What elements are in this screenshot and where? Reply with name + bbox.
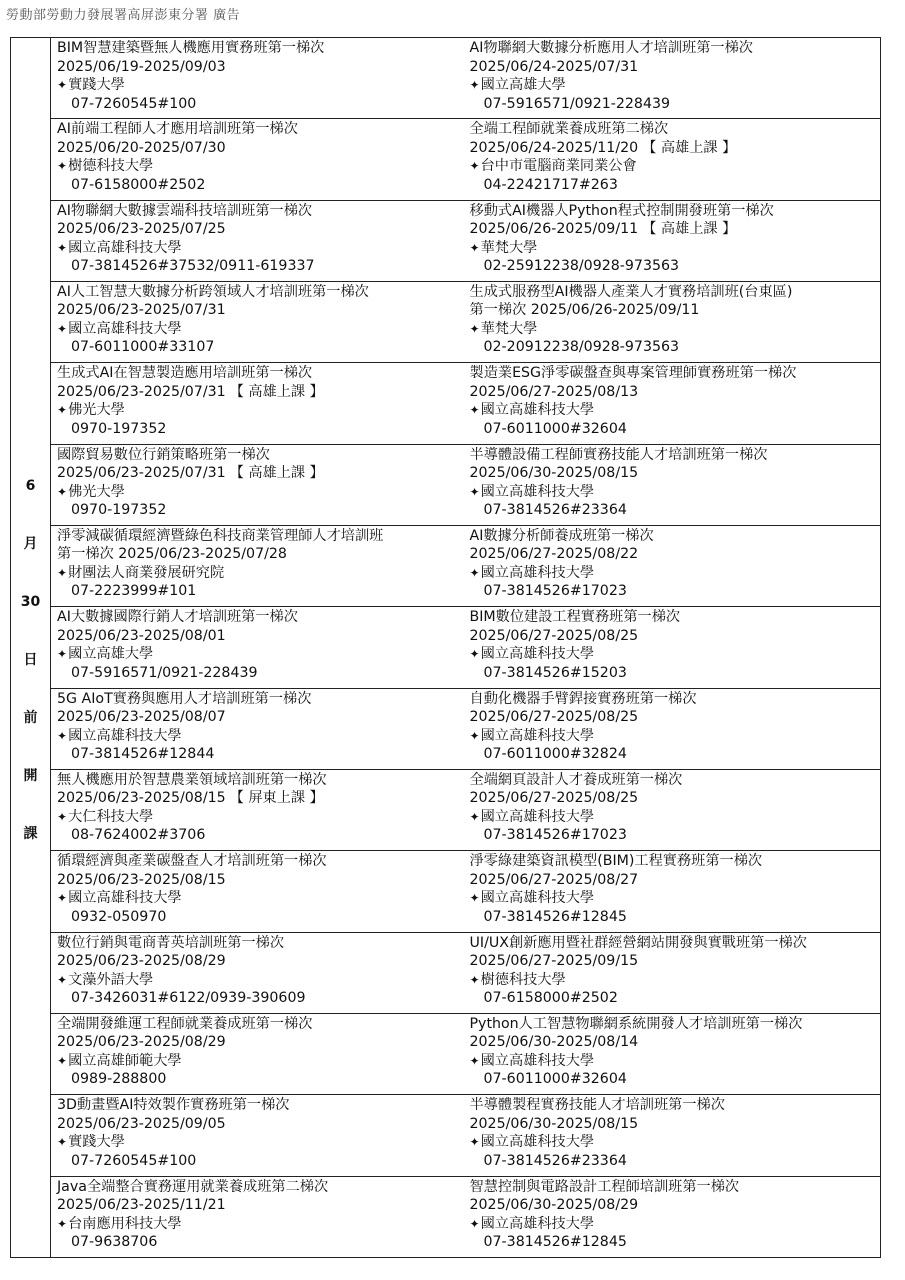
course-organizer: ✦ 樹德科技大學	[470, 971, 881, 990]
course-cell	[51, 282, 468, 362]
course-row	[51, 1095, 880, 1176]
course-organizer: ✦ 國立高雄科技大學	[470, 727, 881, 746]
course-dates-line	[57, 464, 468, 483]
course-cell	[468, 770, 881, 850]
course-organizer: ✦ 國立高雄科技大學	[470, 483, 881, 502]
course-cell	[468, 1177, 881, 1257]
course-cell	[468, 1095, 881, 1175]
course-title: AI大數據國際行銷人才培訓班第一梯次	[57, 609, 298, 626]
course-dates: 2025/06/27-2025/08/22	[469, 546, 639, 563]
course-title: 全端工程師就業養成班第二梯次	[469, 121, 669, 138]
course-phone: 07-6011000#33107	[71, 339, 215, 356]
course-dates-line	[470, 1196, 881, 1215]
course-row	[51, 689, 880, 770]
course-organizer: ✦ 華梵大學	[470, 320, 881, 339]
side-label-char: 月	[23, 536, 38, 552]
course-cell	[468, 933, 881, 1013]
course-organizer: ✦ 國立高雄科技大學	[470, 808, 881, 827]
course-dates: 2025/06/27-2025/09/15	[469, 953, 639, 970]
course-organizer: ✦ 國立高雄大學	[470, 76, 881, 95]
course-title: AI物聯網大數據雲端科技培訓班第一梯次	[57, 202, 313, 219]
course-location-note: 【 高雄上課 】	[229, 465, 324, 482]
course-row	[51, 38, 880, 119]
course-phone: 08-7624002#3706	[71, 827, 206, 844]
course-cell	[51, 201, 468, 281]
course-cell	[468, 201, 881, 281]
course-title: 生成式AI在智慧製造應用培訓班第一梯次	[57, 365, 313, 382]
side-label-char: 6	[25, 478, 36, 494]
side-label-char: 開	[23, 768, 38, 784]
course-dates: 2025/06/23-2025/07/31	[57, 465, 226, 482]
course-grid	[51, 38, 880, 1257]
course-dates-line	[470, 139, 881, 158]
side-label-char: 日	[23, 652, 38, 668]
course-title: 5G AIoT實務與應用人才培訓班第一梯次	[57, 690, 312, 707]
course-phone: 07-6011000#32604	[483, 1071, 627, 1088]
course-dates-line	[470, 58, 881, 77]
course-dates: 2025/06/24-2025/07/31	[469, 58, 639, 75]
course-organizer: ✦ 佛光大學	[57, 401, 468, 420]
course-dates-line	[57, 708, 468, 727]
course-dates: 2025/06/23-2025/08/29	[57, 953, 226, 970]
side-label-char: 30	[20, 594, 41, 610]
course-organizer: ✦ 國立高雄科技大學	[57, 239, 468, 258]
course-title: AI數據分析師養成班第一梯次	[469, 527, 654, 544]
course-dates-line	[57, 220, 468, 239]
course-dates: 2025/06/23-2025/07/31	[57, 302, 226, 319]
course-organizer: ✦ 台南應用科技大學	[57, 1215, 468, 1234]
course-phone: 07-3426031#6122/0939-390609	[71, 990, 306, 1007]
course-cell	[51, 851, 468, 931]
course-location-note: 【 屏東上課 】	[229, 790, 324, 807]
course-cell	[51, 445, 468, 525]
course-dates: 2025/06/27-2025/08/13	[469, 383, 639, 400]
course-organizer: ✦ 國立高雄科技大學	[470, 645, 881, 664]
course-dates-line	[470, 952, 881, 971]
ad-header: 勞動部勞動力發展署高屏澎東分署 廣告	[6, 8, 241, 23]
course-cell	[51, 363, 468, 443]
course-dates-line	[57, 1115, 468, 1134]
course-phone: 0970-197352	[71, 502, 167, 519]
course-phone: 0989-288800	[71, 1071, 167, 1088]
side-label-char: 課	[23, 826, 38, 842]
course-dates: 2025/06/23-2025/08/07	[57, 709, 226, 726]
course-title: 智慧控制與電路設計工程師培訓班第一梯次	[469, 1178, 740, 1195]
course-phone: 07-6158000#2502	[483, 990, 618, 1007]
course-organizer: ✦ 華梵大學	[470, 239, 881, 258]
course-organizer: ✦ 國立高雄科技大學	[470, 889, 881, 908]
course-cell	[468, 282, 881, 362]
course-organizer: ✦ 實踐大學	[57, 76, 468, 95]
course-phone: 04-22421717#263	[483, 176, 618, 193]
course-phone: 07-3814526#23364	[483, 502, 627, 519]
course-dates: 2025/06/30-2025/08/14	[469, 1034, 639, 1051]
course-title: 全端網頁設計人才養成班第一梯次	[469, 771, 683, 788]
course-row	[51, 607, 880, 688]
course-row	[51, 445, 880, 526]
course-phone: 07-3814526#37532/0911-619337	[71, 258, 315, 275]
course-dates: 2025/06/23-2025/08/15	[57, 790, 226, 807]
course-cell	[468, 607, 881, 687]
course-dates-line	[57, 301, 468, 320]
course-cell	[51, 689, 468, 769]
course-row	[51, 851, 880, 932]
course-row	[51, 1014, 880, 1095]
course-dates-line	[57, 139, 468, 158]
course-title: 無人機應用於智慧農業領域培訓班第一梯次	[57, 771, 327, 788]
course-dates-line	[57, 627, 468, 646]
course-dates: 2025/06/27-2025/08/25	[469, 790, 639, 807]
course-phone: 07-5916571/0921-228439	[71, 664, 258, 681]
course-cell	[51, 526, 468, 606]
course-dates: 2025/06/30-2025/08/29	[469, 1197, 639, 1214]
course-organizer: ✦ 國立高雄科技大學	[470, 1133, 881, 1152]
course-cell	[51, 1177, 468, 1257]
course-dates-line	[470, 383, 881, 402]
course-phone: 07-3814526#12844	[71, 746, 215, 763]
course-cell	[468, 38, 881, 118]
course-title: 淨零減碳循環經濟暨綠色科技商業管理師人才培訓班	[57, 527, 384, 544]
course-organizer: ✦ 財團法人商業發展研究院	[57, 564, 468, 583]
course-dates: 2025/06/30-2025/08/15	[469, 465, 639, 482]
course-organizer: ✦ 台中市電腦商業同業公會	[470, 157, 881, 176]
side-label-char: 前	[23, 710, 38, 726]
course-title: AI物聯網大數據分析應用人才培訓班第一梯次	[469, 40, 753, 56]
course-cell	[468, 1014, 881, 1094]
course-phone: 07-2223999#101	[71, 583, 197, 600]
course-phone: 07-3814526#23364	[483, 1152, 627, 1169]
course-title: 淨零綠建築資訊模型(BIM)工程實務班第一梯次	[469, 853, 763, 870]
course-cell	[468, 119, 881, 199]
course-row	[51, 119, 880, 200]
course-organizer: ✦ 實踐大學	[57, 1133, 468, 1152]
course-phone: 07-5916571/0921-228439	[483, 95, 671, 112]
course-phone: 0970-197352	[71, 420, 167, 437]
side-label	[11, 38, 51, 1257]
course-phone: 07-7260545#100	[71, 1152, 197, 1169]
course-dates: 2025/06/23-2025/08/29	[57, 1034, 226, 1051]
course-title: 國際貿易數位行銷策略班第一梯次	[57, 446, 270, 463]
course-title: 3D動畫暨AI特效製作實務班第一梯次	[57, 1097, 290, 1114]
course-title: 數位行銷與電商菁英培訓班第一梯次	[57, 934, 285, 951]
course-phone: 07-3814526#17023	[483, 583, 627, 600]
course-dates-line	[470, 871, 881, 890]
course-title: 循環經濟與產業碳盤查人才培訓班第一梯次	[57, 853, 327, 870]
course-row	[51, 363, 880, 444]
side-label-text	[11, 476, 50, 882]
course-organizer: ✦ 國立高雄科技大學	[470, 1215, 881, 1234]
course-dates-line	[470, 464, 881, 483]
course-row	[51, 201, 880, 282]
course-dates: 第一梯次 2025/06/26-2025/09/11	[469, 302, 700, 319]
course-row	[51, 1177, 880, 1257]
course-title: AI前端工程師人才應用培訓班第一梯次	[57, 121, 298, 138]
course-dates: 2025/06/23-2025/08/15	[57, 871, 226, 888]
course-cell	[468, 689, 881, 769]
course-dates-line	[57, 1196, 468, 1215]
course-dates: 2025/06/20-2025/07/30	[57, 139, 226, 156]
course-dates-line	[57, 1033, 468, 1052]
course-location-note: 【 高雄上課 】	[642, 221, 737, 238]
course-dates-line	[57, 58, 468, 77]
course-cell	[51, 119, 468, 199]
course-phone: 07-3814526#15203	[483, 664, 627, 681]
course-row	[51, 933, 880, 1014]
course-row	[51, 282, 880, 363]
course-dates: 2025/06/19-2025/09/03	[57, 58, 226, 75]
course-dates-line	[470, 1033, 881, 1052]
course-title: 自動化機器手臂銲接實務班第一梯次	[469, 690, 697, 707]
course-dates: 2025/06/27-2025/08/25	[469, 627, 639, 644]
course-cell	[51, 607, 468, 687]
course-dates-line	[57, 952, 468, 971]
course-dates: 2025/06/30-2025/08/15	[469, 1115, 639, 1132]
course-title: Java全端整合實務運用就業養成班第二梯次	[57, 1178, 329, 1195]
course-dates: 2025/06/23-2025/11/21	[57, 1197, 226, 1214]
course-title: 全端開發維運工程師就業養成班第一梯次	[57, 1015, 313, 1032]
course-dates: 2025/06/24-2025/11/20	[469, 139, 639, 156]
course-dates-line	[57, 545, 468, 564]
course-title: 移動式AI機器人Python程式控制開發班第一梯次	[469, 202, 774, 219]
course-dates: 2025/06/23-2025/08/01	[57, 627, 226, 644]
course-organizer: ✦ 樹德科技大學	[57, 157, 468, 176]
course-phone: 07-3814526#12845	[483, 908, 627, 925]
course-phone: 07-6158000#2502	[71, 176, 206, 193]
course-dates-line	[470, 301, 881, 320]
course-dates-line	[470, 708, 881, 727]
course-cell	[51, 1014, 468, 1094]
course-cell	[468, 363, 881, 443]
course-phone: 02-25912238/0928-973563	[483, 258, 680, 275]
course-cell	[468, 445, 881, 525]
course-organizer: ✦ 佛光大學	[57, 483, 468, 502]
course-phone: 07-6011000#32604	[483, 420, 627, 437]
course-title: 半導體設備工程師實務技能人才培訓班第一梯次	[469, 446, 768, 463]
course-organizer: ✦ 國立高雄科技大學	[57, 727, 468, 746]
course-phone: 07-3814526#17023	[483, 827, 627, 844]
course-dates-line	[57, 871, 468, 890]
course-cell	[51, 38, 468, 118]
course-organizer: ✦ 文藻外語大學	[57, 971, 468, 990]
course-phone: 02-20912238/0928-973563	[483, 339, 680, 356]
course-organizer: ✦ 國立高雄科技大學	[470, 1052, 881, 1071]
course-dates-line	[57, 789, 468, 808]
course-cell	[468, 851, 881, 931]
course-dates: 2025/06/26-2025/09/11	[469, 221, 639, 238]
course-organizer: ✦ 國立高雄科技大學	[470, 564, 881, 583]
course-organizer: ✦ 國立高雄師範大學	[57, 1052, 468, 1071]
course-phone: 07-6011000#32824	[483, 746, 627, 763]
course-cell	[51, 933, 468, 1013]
course-dates-line	[470, 220, 881, 239]
course-title: AI人工智慧大數據分析跨領域人才培訓班第一梯次	[57, 283, 369, 300]
course-phone: 07-9638706	[71, 1234, 158, 1251]
course-dates-line	[470, 545, 881, 564]
course-dates-line	[470, 1115, 881, 1134]
course-dates: 2025/06/23-2025/07/31	[57, 383, 226, 400]
course-cell	[468, 526, 881, 606]
course-table	[10, 37, 881, 1258]
course-phone: 07-3814526#12845	[483, 1234, 627, 1251]
course-title: 製造業ESG淨零碳盤查與專案管理師實務班第一梯次	[469, 365, 797, 382]
course-organizer: ✦ 大仁科技大學	[57, 808, 468, 827]
course-dates-line	[57, 383, 468, 402]
course-dates: 2025/06/23-2025/09/05	[57, 1115, 226, 1132]
course-dates: 2025/06/27-2025/08/27	[469, 871, 639, 888]
course-title: BIM智慧建築暨無人機應用實務班第一梯次	[57, 40, 325, 56]
course-title: UI/UX創新應用暨社群經營網站開發與實戰班第一梯次	[469, 934, 807, 951]
course-title: 生成式服務型AI機器人產業人才實務培訓班(台東區)	[469, 283, 793, 300]
course-location-note: 【 高雄上課 】	[229, 383, 324, 400]
course-organizer: ✦ 國立高雄大學	[57, 645, 468, 664]
course-cell	[51, 1095, 468, 1175]
course-dates: 2025/06/23-2025/07/25	[57, 221, 226, 238]
course-title: 半導體製程實務技能人才培訓班第一梯次	[469, 1097, 725, 1114]
course-cell	[51, 770, 468, 850]
course-organizer: ✦ 國立高雄科技大學	[57, 889, 468, 908]
course-dates-line	[470, 789, 881, 808]
course-title: BIM數位建設工程實務班第一梯次	[469, 609, 681, 626]
course-organizer: ✦ 國立高雄科技大學	[57, 320, 468, 339]
course-title: Python人工智慧物聯網系統開發人才培訓班第一梯次	[469, 1015, 803, 1032]
course-dates: 第一梯次 2025/06/23-2025/07/28	[57, 546, 287, 563]
course-dates-line	[470, 627, 881, 646]
course-phone: 0932-050970	[71, 908, 167, 925]
course-organizer: ✦ 國立高雄科技大學	[470, 401, 881, 420]
course-row	[51, 770, 880, 851]
course-row	[51, 526, 880, 607]
course-dates: 2025/06/27-2025/08/25	[469, 709, 639, 726]
course-location-note: 【 高雄上課 】	[642, 139, 737, 156]
course-phone: 07-7260545#100	[71, 95, 197, 112]
